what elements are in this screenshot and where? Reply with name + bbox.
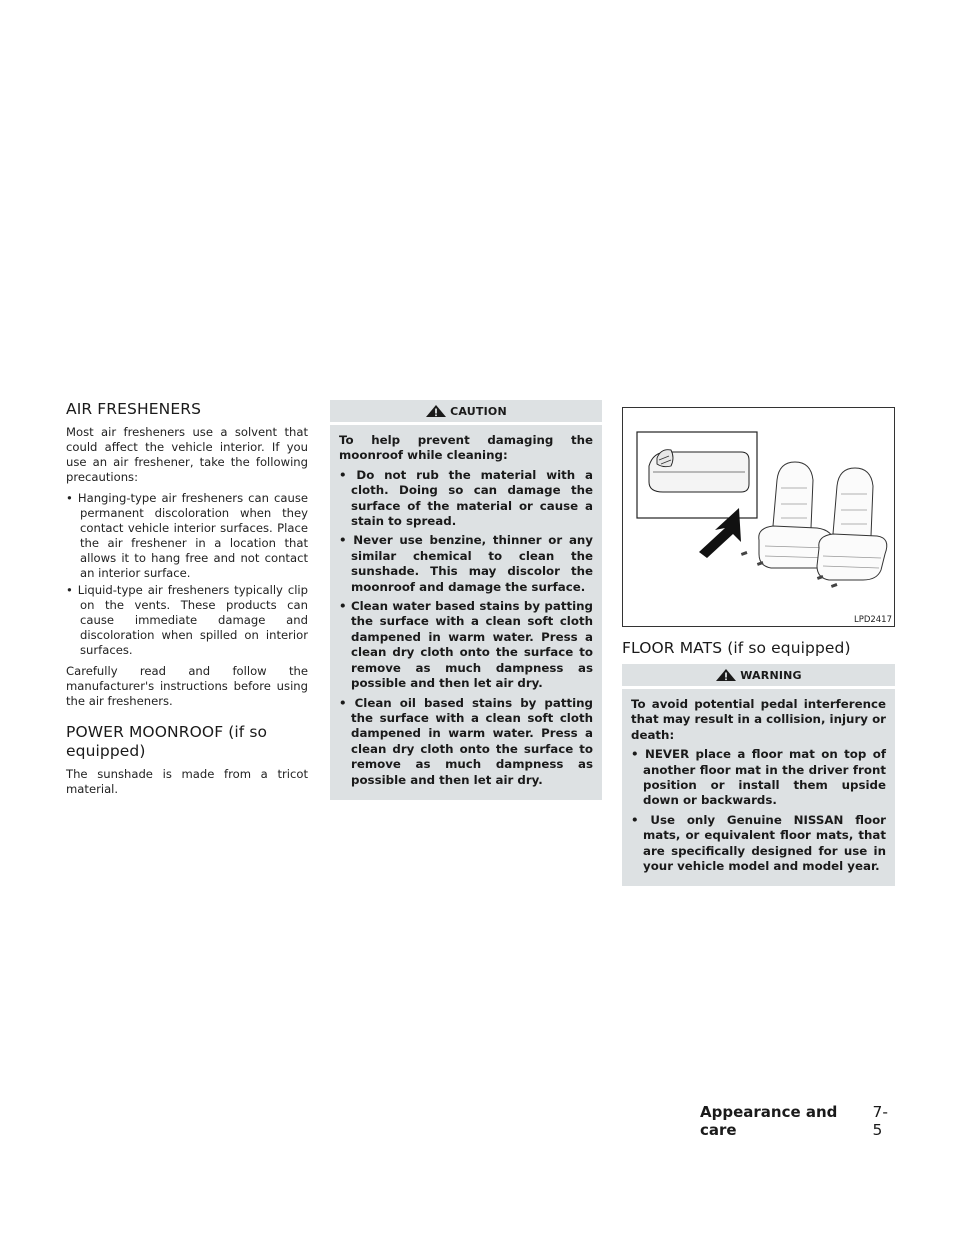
caution-list [339,468,593,788]
power-moonroof-body: The sunshade is made from a tricot material. [66,767,308,796]
caution-intro: To help prevent damaging the moonroof while cleaning: [339,433,593,463]
floor-mat-figure [622,407,895,627]
right-column [622,407,895,886]
figure-code: LPD2417 [853,615,892,625]
list-item: • NEVER place a floor mat on top of another floor mat in the driver front position or install them upside down or backwards. [631,747,886,808]
caution-header [330,400,602,422]
air-fresheners-list [66,491,308,658]
warning-intro: To avoid potential pedal interference that may result in a collision, injury or death: [631,697,886,742]
air-fresheners-heading: AIR FRESHENERS [66,400,202,418]
warning-box [622,689,895,886]
list-item: • Do not rub the material with a cloth. Doing so can damage the surface of the material or cause a stain to spread. [339,467,593,529]
air-fresheners-closing: Carefully read and follow the manufacturer's instructions before using the air fresheners. [66,664,308,708]
air-fresheners-intro: Most air fresheners use a solvent that could affect the vehicle interior. If you use an air freshener, take the following precautions: [66,425,308,484]
power-moonroof-heading: POWER MOONROOF (if so equipped) [66,723,268,760]
list-item: • Liquid-type air fresheners typically clip on the vents. These products can cause immediate damage and discoloration when spilled on interior surfaces. [66,583,308,657]
list-item: • Hanging-type air fresheners can cause permanent discoloration when they contact vehicle interior surfaces. Place the air freshener in a location that allows it to hang free and not contact an interior surface. [66,491,308,580]
middle-column [330,400,602,800]
floor-mat-illustration [623,408,894,626]
caution-label: CAUTION [450,404,507,418]
left-column [66,400,308,803]
warning-list [631,747,886,874]
list-item: • Clean oil based stains by patting the surface with a clean soft cloth dampened in warm water. Press a clean dry cloth onto the surface to remove as much dampness as possible and then let air dry. [339,695,593,787]
list-item: • Clean water based stains by patting the surface with a clean soft cloth dampened in warm water. Press a clean dry cloth onto the surface to remove as much dampness as possible and then let air dry. [339,599,593,691]
caution-triangle-icon [425,404,447,418]
floor-mats-heading: FLOOR MATS (if so equipped) [622,639,851,657]
page-number: 7-5 [872,1103,888,1139]
list-item: • Use only Genuine NISSAN floor mats, or equivalent floor mats, that are specifically designed for use in your vehicle model and model year. [631,812,886,874]
warning-label: WARNING [740,668,802,682]
page-footer [700,1103,896,1139]
caution-box [330,425,602,800]
section-title: Appearance and care [700,1103,838,1139]
warning-header [622,664,895,686]
list-item: • Never use benzine, thinner or any similar chemical to clean the sunshade. This may discolor the moonroof and damage the surface. [339,533,593,594]
warning-triangle-icon [715,668,737,682]
